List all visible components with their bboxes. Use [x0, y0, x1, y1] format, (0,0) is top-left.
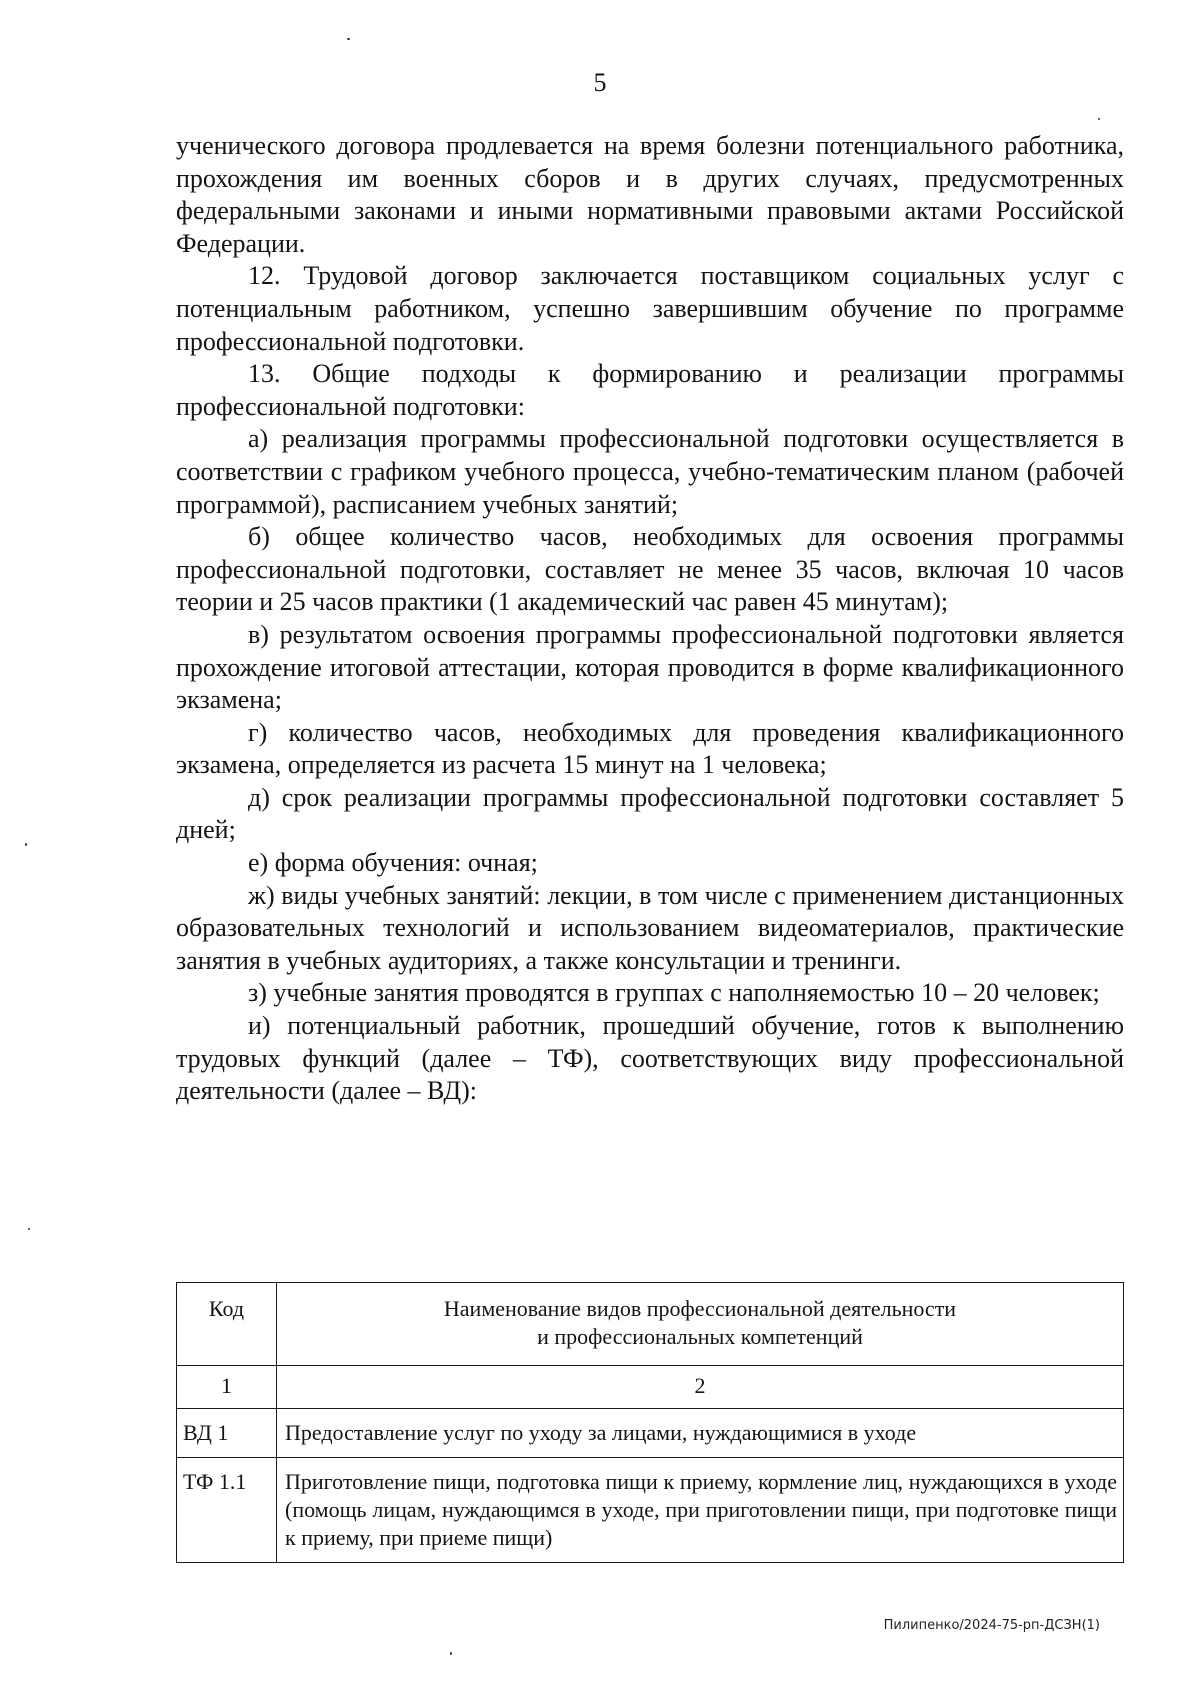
list-item-a: а) реализация программы профессиональной подготовки осуществляется в соответствии с графиком учебного процесса, учебно-тематическим планом (рабочей программой), расписанием учебных занятий;: [176, 424, 1124, 519]
paragraph-12: 12. Трудовой договор заключается поставщиком социальных услуг с потенциальным работником, успешно завершившим обучение по программе профессиональной подготовки.: [176, 261, 1124, 356]
column-number-row: [177, 1366, 1124, 1409]
competencies-table: [176, 1282, 1124, 1563]
row-text: Предоставление услуг по уходу за лицами, нуждающимися в уходе: [277, 1409, 1124, 1458]
scan-speck: [28, 1228, 30, 1230]
column-number-2: 2: [277, 1366, 1124, 1409]
list-item-zh: ж) виды учебных занятий: лекции, в том числе с применением дистанционных образовательных технологий и использованием видеоматериалов, практические занятия в учебных аудиториях, а также консультации и тренинги.: [176, 880, 1124, 975]
header-code: Код: [177, 1283, 277, 1366]
list-item-g: г) количество часов, необходимых для проведения квалификационного экзамена, определяется из расчета 15 минут на 1 человека;: [176, 717, 1124, 780]
table-row: [177, 1458, 1124, 1563]
scan-speck: [25, 843, 27, 846]
document-reference: Пилипенко/2024-75-рп-ДСЗН(1): [883, 1618, 1100, 1633]
row-code: ВД 1: [177, 1409, 277, 1458]
list-item-d: д) срок реализации программы профессиональной подготовки составляет 5 дней;: [176, 782, 1124, 845]
list-item-e: е) форма обучения: очная;: [248, 848, 538, 878]
list-item-i: и) потенциальный работник, прошедший обучение, готов к выполнению трудовых функций (далее – ТФ), соответствующих виду профессиональной деятельности (далее – ВД):: [176, 1011, 1124, 1106]
page-number: 5: [593, 68, 607, 97]
table-header-row: [177, 1283, 1124, 1366]
list-item-z: з) учебные занятия проводятся в группах с наполняемостью 10 – 20 человек;: [248, 978, 1100, 1008]
table-row: [177, 1409, 1124, 1458]
document-body: [176, 130, 1124, 1108]
list-item-v: в) результатом освоения программы профессиональной подготовки является прохождение итоговой аттестации, которая проводится в форме квалификационного экзамена;: [176, 619, 1124, 715]
paragraph-continuation: ученического договора продлевается на время болезни потенциального работника, прохождения им военных сборов и в других случаях, предусмотренных федеральными законами и иными нормативными правовыми актами Российской Федерации.: [176, 131, 1124, 258]
header-name-line2: и профессиональных компетенций: [537, 1324, 863, 1349]
row-code: ТФ 1.1: [177, 1458, 277, 1563]
paragraph-13: 13. Общие подходы к формированию и реализации программы профессиональной подготовки:: [176, 359, 1124, 421]
scan-speck: [1098, 118, 1100, 120]
header-name-line1: Наименование видов профессиональной деятельности: [443, 1296, 957, 1321]
row-text: Приготовление пищи, подготовка пищи к приему, кормление лиц, нуждающихся в уходе (помощь лицам, нуждающимся в уходе, при приготовлении пищи, при подготовке пищи к приему, при приеме пищи): [277, 1458, 1124, 1563]
header-name: [277, 1283, 1124, 1366]
list-item-b: б) общее количество часов, необходимых для освоения программы профессиональной подготовки, составляет не менее 35 часов, включая 10 часов теории и 25 часов практики (1 академический час равен 45 минутам);: [176, 522, 1124, 617]
scan-speck: [450, 1652, 452, 1655]
column-number-1: 1: [177, 1366, 277, 1409]
scan-speck: [347, 38, 350, 40]
